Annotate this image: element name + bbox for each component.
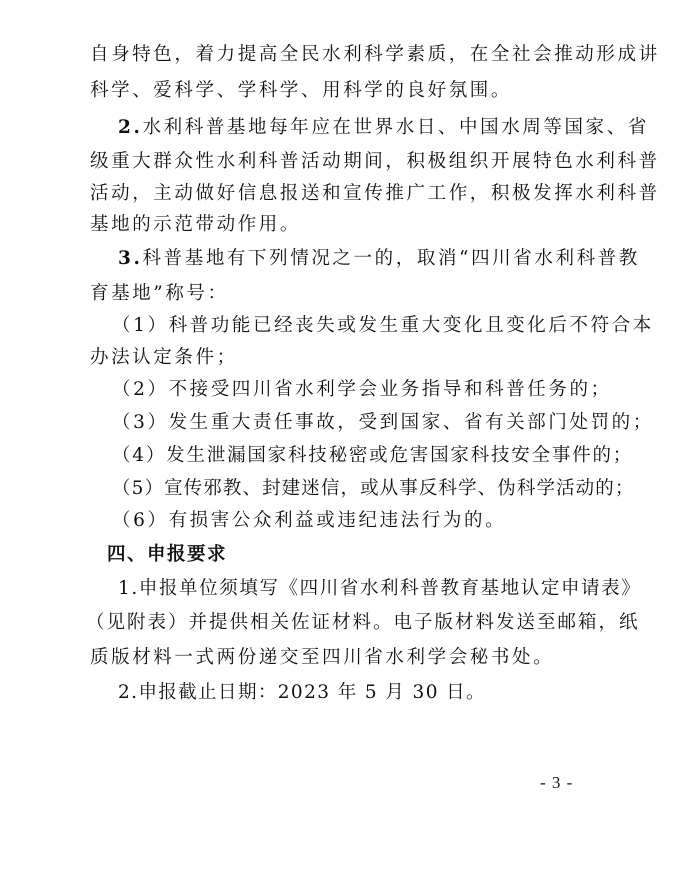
condition-2: （2）不接受四川省水利学会业务指导和科普任务的； — [112, 379, 612, 400]
body-line: 育基地”称号： — [90, 283, 229, 304]
list-number: 2. — [118, 117, 143, 138]
body-line: 活动，主动做好信息报送和宣传推广工作，积极发挥水利科普 — [90, 183, 660, 204]
section-heading: 四、申报要求 — [107, 544, 228, 565]
body-line: 办法认定条件； — [90, 347, 238, 368]
list-text: 科普基地有下列情况之一的，取消“四川省水利科普教 — [142, 248, 640, 269]
list-number: 3. — [118, 248, 143, 269]
condition-5: （5）宣传邪教、封建迷信，或从事反科学、伪科学活动的； — [112, 478, 635, 499]
list-item-3 — [118, 246, 640, 272]
body-line: 基地的示范带动作用。 — [90, 214, 302, 235]
body-line: 质版材料一式两份递交至四川省水利学会秘书处。 — [90, 647, 555, 668]
requirement-1: 1.申报单位须填写《四川省水利科普教育基地认定申请表》 — [118, 578, 642, 599]
body-line: 自身特色，着力提高全民水利科学素质，在全社会推动形成讲 — [90, 44, 660, 65]
list-text: 水利科普基地每年应在世界水日、中国水周等国家、省 — [142, 117, 649, 138]
list-item-2 — [118, 115, 649, 141]
condition-4: （4）发生泄漏国家科技秘密或危害国家科技安全事件的； — [112, 445, 634, 466]
condition-3: （3）发生重大责任事故，受到国家、省有关部门处罚的； — [112, 412, 654, 433]
condition-6: （6）有损害公众利益或违纪违法行为的。 — [112, 510, 507, 531]
body-line: 级重大群众性水利科普活动期间，积极组织开展特色水利科普 — [90, 151, 660, 172]
body-line: 科学、爱科学、学科学、用科学的良好氛围。 — [90, 80, 513, 101]
requirement-2: 2.申报截止日期：2023 年 5 月 30 日。 — [118, 682, 486, 703]
page-number: - 3 - — [540, 773, 574, 792]
condition-1: （1）科普功能已经丧失或发生重大变化且变化后不符合本 — [112, 315, 654, 336]
body-line: （见附表）并提供相关佐证材料。电子版材料发送至邮箱，纸 — [86, 612, 640, 633]
